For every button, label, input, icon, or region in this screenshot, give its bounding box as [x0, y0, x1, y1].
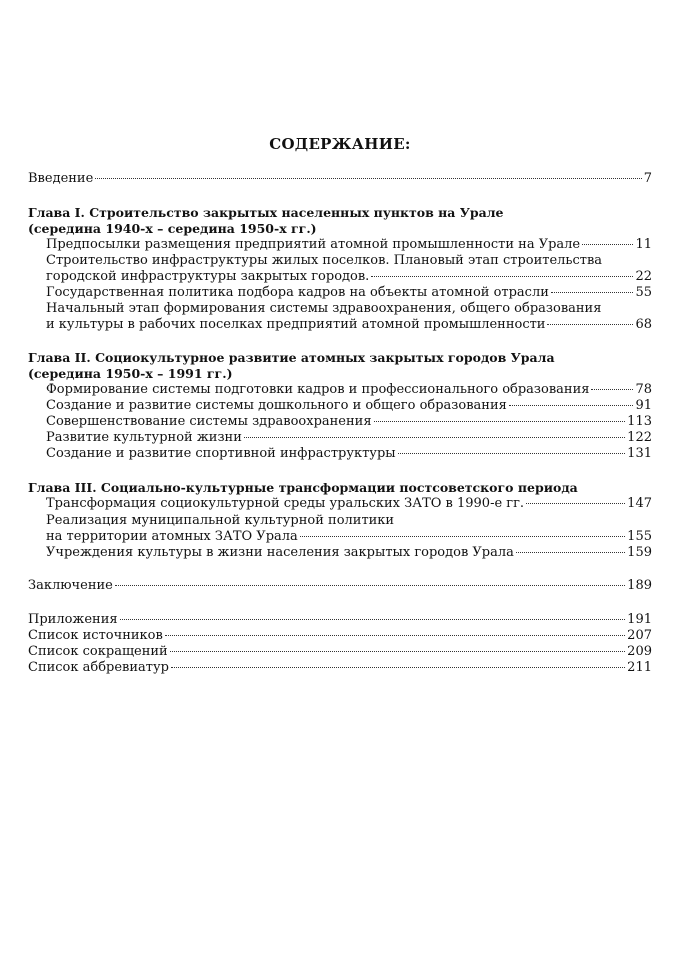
entry-label: Совершенствование системы здравоохранения: [46, 414, 372, 429]
entry-label: Введение: [28, 171, 94, 186]
page-number: 209: [627, 644, 652, 659]
page-number: 113: [627, 414, 652, 429]
toc-entry: [46, 317, 652, 333]
dot-leader: [547, 324, 633, 325]
entry-label-line: Реализация муниципальной культурной политики: [46, 513, 395, 528]
page-number: 122: [627, 430, 652, 445]
page-number: 159: [627, 545, 652, 560]
page-number: 68: [635, 317, 652, 332]
dot-leader: [171, 667, 625, 668]
dot-leader: [591, 389, 633, 390]
toc-entry: [46, 496, 652, 512]
page-number: 131: [627, 446, 652, 461]
dot-leader: [398, 453, 626, 454]
page-number: 91: [635, 398, 652, 413]
toc-entry-sources: [28, 628, 652, 644]
dot-leader: [516, 552, 625, 553]
dot-leader: [244, 437, 625, 438]
page-number: 78: [635, 382, 652, 397]
entry-label: Список источников: [28, 628, 163, 643]
chapter-2-title: Глава II. Социокультурное развитие атомных закрытых городов Урала: [28, 350, 555, 365]
page-number: 211: [627, 660, 652, 675]
dot-leader: [374, 421, 626, 422]
dot-leader: [115, 585, 625, 586]
toc-entry: [46, 285, 652, 301]
entry-label: Создание и развитие системы дошкольного и общего образования: [46, 398, 507, 413]
entry-label: Список аббревиатур: [28, 660, 169, 675]
toc-entry: [46, 237, 652, 253]
entry-label: Предпосылки размещения предприятий атомной промышленности на Урале: [46, 237, 581, 252]
toc-entry-appendix: [28, 612, 652, 628]
toc-entry-acronyms: [28, 660, 652, 676]
entry-label: Создание и развитие спортивной инфраструктуры: [46, 446, 396, 461]
toc-entry-introduction: [28, 171, 652, 187]
dot-leader: [165, 635, 625, 636]
entry-label: Заключение: [28, 578, 113, 593]
toc-entry: [46, 382, 652, 398]
entry-label-line: Строительство инфраструктуры жилых поселков. Плановый этап строительства: [46, 253, 603, 268]
entry-label-line: Начальный этап формирования системы здравоохранения, общего образования: [46, 301, 602, 316]
chapter-1-title: Глава I. Строительство закрытых населенных пунктов на Урале: [28, 205, 504, 220]
entry-label: на территории атомных ЗАТО Урала: [46, 529, 298, 544]
toc-entry: [46, 430, 652, 446]
dot-leader: [551, 292, 634, 293]
entry-label: Формирование системы подготовки кадров и профессионального образования: [46, 382, 590, 397]
dot-leader: [300, 536, 625, 537]
toc-entry-conclusion: [28, 578, 652, 594]
page-number: 7: [643, 171, 652, 186]
entry-label: городской инфраструктуры закрытых городов.: [46, 269, 370, 284]
dot-leader: [120, 619, 626, 620]
page-number: 155: [627, 529, 652, 544]
dot-leader: [526, 503, 625, 504]
dot-leader: [371, 276, 633, 277]
page-number: 191: [627, 612, 652, 627]
entry-label: Государственная политика подбора кадров на объекты атомной отрасли: [46, 285, 549, 300]
chapter-3-title: Глава III. Социально-культурные трансформации постсоветского периода: [28, 480, 578, 495]
dot-leader: [582, 244, 633, 245]
page-number: 207: [627, 628, 652, 643]
entry-label: Список сокращений: [28, 644, 168, 659]
chapter-1-subtitle: (середина 1940-х – середина 1950-х гг.): [28, 221, 317, 236]
entry-label: Трансформация социокультурной среды уральских ЗАТО в 1990-е гг.: [46, 496, 525, 511]
dot-leader: [509, 405, 634, 406]
entry-label: Учреждения культуры в жизни населения закрытых городов Урала: [46, 545, 514, 560]
entry-label: Развитие культурной жизни: [46, 430, 242, 445]
toc-entry: [46, 529, 652, 545]
toc-entry: [46, 269, 652, 285]
page-number: 189: [627, 578, 652, 593]
toc-entry: [46, 446, 652, 462]
toc-entry: [46, 545, 652, 561]
entry-label: и культуры в рабочих поселках предприятий атомной промышленности: [46, 317, 546, 332]
entry-label: Приложения: [28, 612, 118, 627]
page-number: 55: [635, 285, 652, 300]
dot-leader: [170, 651, 625, 652]
chapter-2-subtitle: (середина 1950-х – 1991 гг.): [28, 366, 233, 381]
page-number: 147: [627, 496, 652, 511]
page-title: СОДЕРЖАНИЕ:: [269, 135, 411, 153]
toc-entry-abbreviations: [28, 644, 652, 660]
dot-leader: [95, 178, 641, 179]
page-number: 11: [635, 237, 652, 252]
toc-entry: [46, 398, 652, 414]
toc-entry: [46, 414, 652, 430]
page-number: 22: [635, 269, 652, 284]
